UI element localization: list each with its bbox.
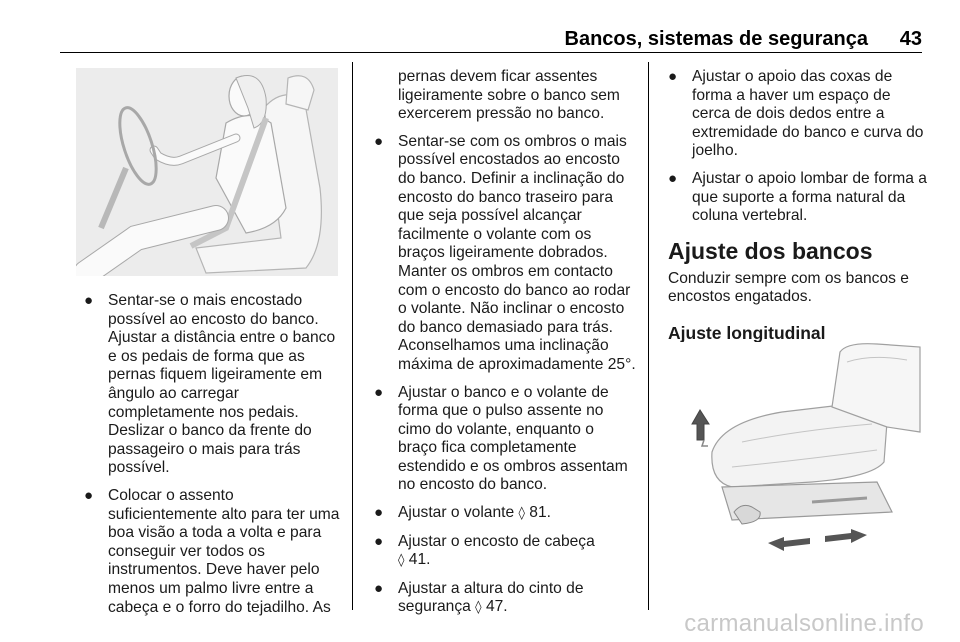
page-reference-icon[interactable]: ◊ <box>398 553 405 569</box>
column-middle <box>374 68 636 627</box>
list-item-text: Ajustar a altura do cinto de segurança <box>398 579 584 616</box>
list-item <box>374 504 636 524</box>
column-divider <box>648 62 649 610</box>
bullet-icon: ● <box>374 532 384 550</box>
page-header <box>60 28 922 53</box>
list-item-text: Ajustar o apoio lombar de forma a que suporte a forma natural da coluna vertebral. <box>692 169 927 225</box>
bullet-icon: ● <box>84 292 94 309</box>
bullet-icon: ● <box>374 132 384 150</box>
column-divider <box>352 62 353 610</box>
bullet-icon: ● <box>374 579 384 597</box>
page-reference[interactable]: 47. <box>485 598 508 616</box>
driver-seating-illustration <box>76 68 338 276</box>
section-intro: Conduzir sempre com os bancos e encostos engatados. <box>668 269 909 306</box>
list-item-text: Sentar-se com os ombros o mais possível encostados ao encosto do banco. Definir a inclinação do encosto do banco traseiro para que seja possível alcançar facilmente o volante com os braços ligeiramente dobrados. Manter os ombros em contacto com o encosto do banco ao rodar o volante. Não inclinar o encosto do banco demasiado para trás. Aconselhamos uma inclinação máxima de aproximadamente 25°. <box>398 132 636 373</box>
page-reference[interactable]: 41. <box>408 551 431 569</box>
seat-adjustment-illustration <box>662 342 924 554</box>
list-item-text: Ajustar o apoio das coxas de forma a haver um espaço de cerca de dois dedos entre a extremidade do banco e curva do joelho. <box>692 68 924 160</box>
list-item-text: Ajustar o banco e o volante de forma que o pulso assente no cimo do volante, enquanto o braço fica completamente estendido e os ombros assentam no encosto do banco. <box>398 383 628 494</box>
watermark: carmanualsonline.info <box>684 610 924 637</box>
bullet-icon: ● <box>84 486 94 504</box>
page-reference-icon[interactable]: ◊ <box>475 600 482 616</box>
list-item <box>374 533 636 571</box>
list-item <box>668 68 930 161</box>
list-item <box>84 292 346 478</box>
page-reference-icon[interactable]: ◊ <box>518 506 525 522</box>
column-right <box>668 68 930 351</box>
bullet-icon: ● <box>668 169 678 187</box>
page-reference[interactable]: 81. <box>529 504 551 522</box>
subsection-heading: Ajuste longitudinal <box>668 322 826 343</box>
list-item-text: Colocar o assento suficientemente alto para ter uma boa visão a toda a volta e para conseguir ver todos os instrumentos. Deve haver pelo menos um palmo livre entre a cabeça e o forro do tejadilho. As <box>108 486 340 616</box>
bullet-icon: ● <box>374 504 384 522</box>
list-item-text: Ajustar o encosto de cabeça <box>398 532 595 550</box>
list-item-text: Ajustar o volante <box>398 504 515 522</box>
list-item <box>374 384 636 496</box>
list-item <box>374 133 636 375</box>
page-number: 43 <box>899 28 922 50</box>
bullet-icon: ● <box>374 383 384 401</box>
bullet-icon: ● <box>668 68 678 85</box>
list-item <box>374 580 636 618</box>
section-heading: Ajuste dos bancos <box>668 237 873 264</box>
continued-text: pernas devem ficar assentes ligeiramente sobre o banco sem exercerem pressão no banco. <box>398 68 620 123</box>
list-item <box>84 487 346 617</box>
page-title: Bancos, sistemas de segurança <box>564 28 868 50</box>
column-left <box>84 292 346 626</box>
list-item-text: Sentar-se o mais encostado possível ao encosto do banco. Ajustar a distância entre o banco e os pedais de forma que as pernas fiquem ligeiramente em ângulo ao carregar completamente nos pedais. Deslizar o banco da frente do passageiro o mais para trás possível. <box>108 292 336 477</box>
list-item <box>668 170 930 226</box>
